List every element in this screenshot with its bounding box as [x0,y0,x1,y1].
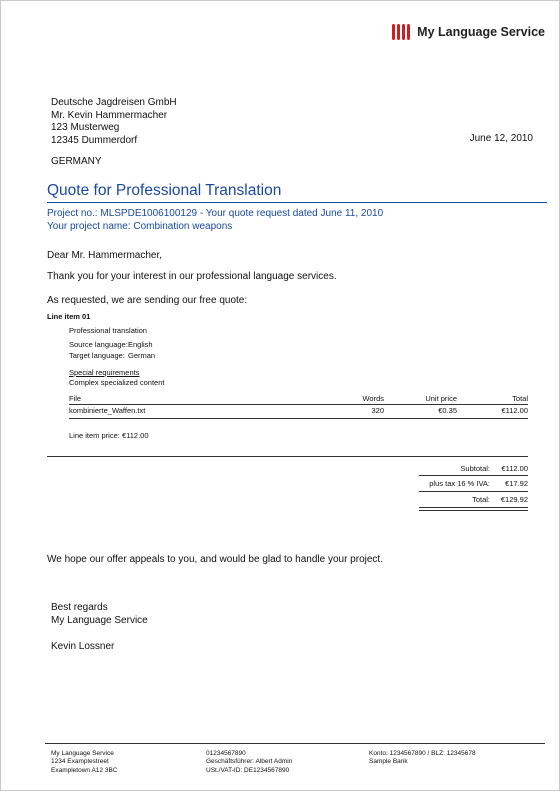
grand-total-block [409,495,528,504]
document-title: Quote for Professional Translation [47,182,282,199]
subtotal-label: Subtotal: [460,464,490,473]
column-header-total: Total [457,393,528,405]
section-divider [47,456,528,457]
total-cell: €112.00 [501,406,528,415]
language-service-logo-icon [390,23,412,41]
total-value: €129.92 [500,495,528,504]
recipient-line: 123 Musterweg [51,122,120,133]
closing-text: We hope our offer appeals to you, and would be glad to handle your project. [47,554,383,565]
requested-text: As requested, we are sending our free quote: [47,295,248,306]
line-item-heading: Line item 01 [47,312,91,321]
regards-line: Best regards [51,602,108,613]
regards-company: My Language Service [51,614,148,626]
subtotal-rule [419,475,528,476]
tax-value: €17.92 [505,479,528,488]
recipient-line: Mr. Kevin Hammermacher [51,109,168,121]
total-row [409,495,528,504]
unit-price-cell: €0.35 [438,406,457,415]
table-bottom-rule [69,418,528,419]
footer-line: Konto: 1234567890 / BLZ: 12345678 [369,750,476,757]
footer-line: Geschäftsführer: Albert Admin [206,758,293,766]
line-item-price: Line item price: €112.00 [69,431,149,440]
tax-block [409,479,528,488]
target-language-value: German [128,351,156,360]
column-header-unit-price: Unit price [384,393,457,405]
footer-contact [206,750,292,775]
special-requirements-heading: Special requirements [69,368,140,377]
recipient-country: GERMANY [51,156,102,167]
file-cell: kombinierte_Waffen.txt [69,406,146,415]
target-language-label: Target language: [69,351,125,360]
project-info [47,208,383,233]
footer-line: USt./VAT-ID: DE1234567890 [206,766,290,774]
total-label: Total: [472,495,490,504]
words-cell: 320 [371,406,384,415]
tax-label: plus tax 16 % IVA: [429,479,490,488]
tax-rule [419,491,528,492]
subtotal-row [409,464,528,473]
footer-bank [369,750,476,767]
source-language-label: Source language: [69,340,128,349]
project-number: Project no.: MLSPDE1006100129 - Your quote request dated June 11, 2010 [47,208,384,219]
footer-line: 01234567890 [206,750,246,757]
source-language [69,340,153,349]
footer-line: Exampletown A12 3BC [51,766,118,774]
table-row [69,405,528,417]
footer-line: Sample Bank [369,758,408,766]
source-language-value: English [128,340,153,349]
regards-block [51,602,148,627]
line-item-table [69,393,528,416]
recipient-line: Deutsche Jagdreisen GmbH [51,97,177,108]
intro-text: Thank you for your interest in our professional language services. [47,271,337,282]
signer-name: Kevin Lossner [51,641,115,652]
footer-line: 1234 Examplestreet [51,758,109,766]
letter-date: June 12, 2010 [469,133,533,144]
logo-text: My Language Service [417,25,545,39]
company-logo [390,23,545,41]
column-header-words: Words [342,393,384,405]
service-name: Professional translation [69,326,147,335]
special-requirements-value: Complex specialized content [69,378,165,387]
recipient-line: 12345 Dummerdorf [51,134,138,146]
tax-row [409,479,528,488]
column-header-file: File [69,393,342,405]
recipient-address [51,97,177,147]
total-rule-2 [419,510,528,511]
target-language [69,351,155,360]
subtotal-value: €112.00 [501,464,528,473]
total-rule-1 [419,507,528,508]
footer-line: My Language Service [51,750,114,757]
footer-divider [45,743,545,744]
footer-company [51,750,117,775]
title-divider [47,202,547,203]
totals-block [409,464,528,473]
table-header-row [69,393,528,405]
project-name: Your project name: Combination weapons [47,220,233,232]
salutation: Dear Mr. Hammermacher, [47,250,163,261]
